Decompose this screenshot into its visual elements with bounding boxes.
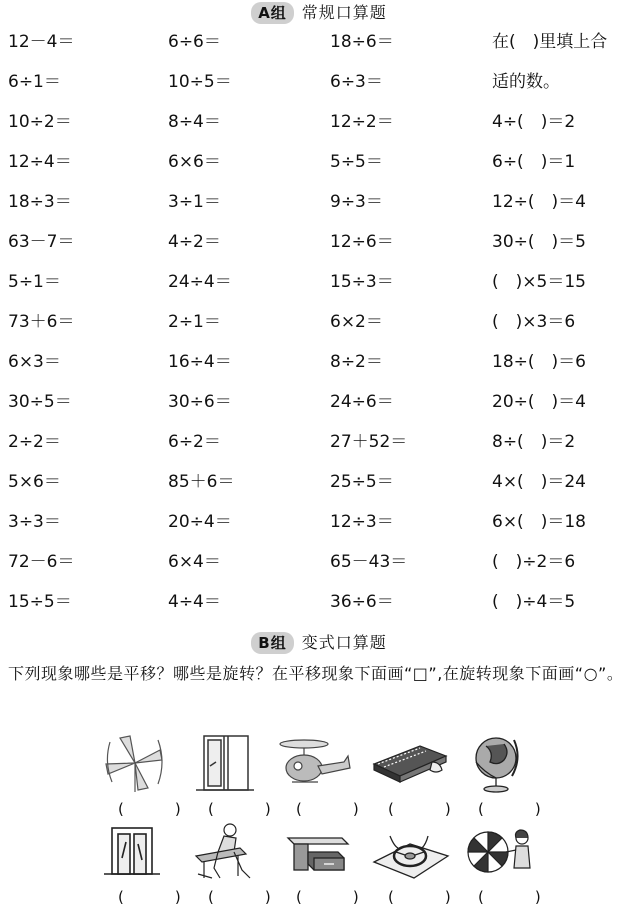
globe-icon xyxy=(460,732,530,794)
math-problem: 73＋6＝ xyxy=(8,312,75,332)
math-problem: 4×( )＝24 xyxy=(492,472,586,492)
problem-row xyxy=(0,546,638,586)
math-problem: 30÷5＝ xyxy=(8,392,72,412)
section-b-badge: B组 xyxy=(251,632,293,654)
problem-row xyxy=(0,106,638,146)
problem-row xyxy=(0,386,638,426)
section-b-heading xyxy=(0,632,638,654)
math-problem: 30÷( )＝5 xyxy=(492,232,586,252)
math-problem: 5÷1＝ xyxy=(8,272,61,292)
section-a-badge: A组 xyxy=(251,2,294,24)
abacus-icon xyxy=(370,732,440,794)
math-problem: 72－6＝ xyxy=(8,552,75,572)
math-problem: 65－43＝ xyxy=(330,552,408,572)
math-problem: ( )×3＝6 xyxy=(492,312,576,332)
math-problem: 36÷6＝ xyxy=(330,592,394,612)
math-problem: 8÷( )＝2 xyxy=(492,432,576,452)
math-problem: 12÷( )＝4 xyxy=(492,192,586,212)
problem-row xyxy=(0,26,638,66)
math-problem: 20÷( )＝4 xyxy=(492,392,586,412)
answer-blank[interactable]: ( ) xyxy=(296,888,377,906)
fill-in-instruction: 在( )里填上合 xyxy=(492,32,608,52)
problem-row xyxy=(0,466,638,506)
math-problem: 12÷4＝ xyxy=(8,152,72,172)
math-problem: 24÷4＝ xyxy=(168,272,232,292)
math-problem: 10÷2＝ xyxy=(8,112,72,132)
math-problem: 6×( )＝18 xyxy=(492,512,586,532)
answer-blank[interactable]: ( ) xyxy=(118,888,199,906)
windmill-icon xyxy=(100,732,170,794)
math-problem: 16÷4＝ xyxy=(168,352,232,372)
section-b-instruction: 下列现象哪些是平移？哪些是旋转？在平移现象下面画“□”,在旋转现象下面画“○”。 xyxy=(8,664,624,683)
section-b-title: 变式口算题 xyxy=(301,633,387,652)
math-problem: 18÷6＝ xyxy=(330,32,394,52)
answer-blank[interactable]: ( ) xyxy=(478,888,559,906)
problem-row xyxy=(0,266,638,306)
problem-row xyxy=(0,586,638,626)
math-problem: 8÷2＝ xyxy=(330,352,383,372)
math-problem: 2÷1＝ xyxy=(168,312,221,332)
math-problem: 85＋6＝ xyxy=(168,472,235,492)
helicopter-icon xyxy=(278,732,348,794)
math-problem: 4÷4＝ xyxy=(168,592,221,612)
problem-row xyxy=(0,66,638,106)
answer-blank[interactable]: ( ) xyxy=(208,888,289,906)
math-problem: 12－4＝ xyxy=(8,32,75,52)
prize-wheel-icon xyxy=(462,822,532,884)
answer-blank[interactable]: ( ) xyxy=(208,800,289,818)
math-problem: 6÷1＝ xyxy=(8,72,61,92)
math-problem: 6÷2＝ xyxy=(168,432,221,452)
problem-row xyxy=(0,506,638,546)
math-problem: 2÷2＝ xyxy=(8,432,61,452)
section-a-title: 常规口算题 xyxy=(301,3,387,22)
steering-wheel-icon xyxy=(370,822,440,884)
math-problem: 24÷6＝ xyxy=(330,392,394,412)
math-problem: ( )×5＝15 xyxy=(492,272,586,292)
answer-blank[interactable]: ( ) xyxy=(388,800,469,818)
math-problem: 10÷5＝ xyxy=(168,72,232,92)
answer-blank[interactable]: ( ) xyxy=(478,800,559,818)
math-problem: 6×4＝ xyxy=(168,552,221,572)
math-problem: 9÷3＝ xyxy=(330,192,383,212)
math-problem: 6÷( )＝1 xyxy=(492,152,576,172)
problem-row xyxy=(0,346,638,386)
math-problem: 6×6＝ xyxy=(168,152,221,172)
math-problem: 12÷3＝ xyxy=(330,512,394,532)
math-problem: 63－7＝ xyxy=(8,232,75,252)
problem-grid xyxy=(0,26,638,626)
answer-blank[interactable]: ( ) xyxy=(296,800,377,818)
math-problem: 6÷6＝ xyxy=(168,32,221,52)
sliding-door-icon xyxy=(190,732,260,794)
math-problem: 15÷3＝ xyxy=(330,272,394,292)
math-problem: 3÷1＝ xyxy=(168,192,221,212)
math-problem: 25÷5＝ xyxy=(330,472,394,492)
math-problem: 4÷2＝ xyxy=(168,232,221,252)
math-problem: 18÷3＝ xyxy=(8,192,72,212)
math-problem: 6÷3＝ xyxy=(330,72,383,92)
answer-blank[interactable]: ( ) xyxy=(388,888,469,906)
person-planing-wood-icon xyxy=(190,822,260,884)
problem-row xyxy=(0,426,638,466)
math-problem: 12÷6＝ xyxy=(330,232,394,252)
drawer-icon xyxy=(282,822,352,884)
math-problem: 4÷( )＝2 xyxy=(492,112,576,132)
problem-row xyxy=(0,306,638,346)
math-problem: ( )÷4＝5 xyxy=(492,592,576,612)
math-problem: 6×3＝ xyxy=(8,352,61,372)
section-a-heading xyxy=(0,2,638,24)
math-problem: 3÷3＝ xyxy=(8,512,61,532)
math-problem: 30÷6＝ xyxy=(168,392,232,412)
math-problem: 27＋52＝ xyxy=(330,432,408,452)
problem-row xyxy=(0,226,638,266)
math-problem: 12÷2＝ xyxy=(330,112,394,132)
math-problem: 5×6＝ xyxy=(8,472,61,492)
math-problem: 15÷5＝ xyxy=(8,592,72,612)
elevator-door-icon xyxy=(100,822,170,884)
math-problem: ( )÷2＝6 xyxy=(492,552,576,572)
problem-row xyxy=(0,186,638,226)
problem-row xyxy=(0,146,638,186)
math-problem: 8÷4＝ xyxy=(168,112,221,132)
math-problem: 5÷5＝ xyxy=(330,152,383,172)
math-problem: 18÷( )＝6 xyxy=(492,352,586,372)
answer-blank[interactable]: ( ) xyxy=(118,800,199,818)
math-problem: 6×2＝ xyxy=(330,312,383,332)
fill-in-instruction: 适的数。 xyxy=(492,72,560,92)
math-problem: 20÷4＝ xyxy=(168,512,232,532)
